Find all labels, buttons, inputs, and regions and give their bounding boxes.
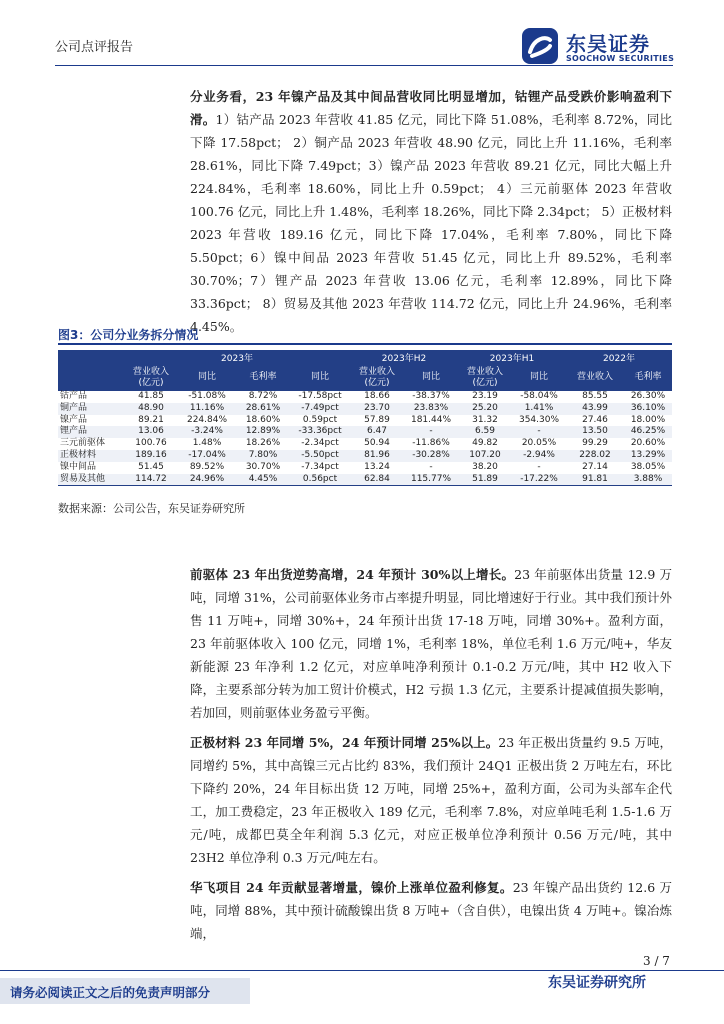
table-cell: 89.52% xyxy=(189,461,225,472)
disclaimer-banner xyxy=(0,978,250,1004)
paragraph-body: 23 年正极出货量约 9.5 万吨，同增约 5%，其中高镍三元占比约 83%，我们预计 24Q1 正极出货 2 万吨左右，环比下降约 20%，24 年目标出货 12 万吨，同增 25%+，盈利方面，公司为头部车企代工，加工费稳定，23 年正极收入 189 亿元，毛利率 7.8%，对应单吨毛利 1.5-1.6 万元/吨，成都巴莫全年利润 5.3 亿元，对应正极单位净利预计 0.56 万元/吨，其中 23H2 单位净利 0.3 万元/吨左右。 xyxy=(190,735,672,865)
table-cell: -33.36pct xyxy=(290,426,350,438)
column-header: 同比 xyxy=(512,364,566,391)
table-cell: 18.26% xyxy=(245,438,281,449)
row-label-cell: 铜产品 xyxy=(58,403,124,415)
table-cell: 1.41% xyxy=(512,403,566,415)
table-cell: 48.90 xyxy=(124,403,178,415)
table-cell: 20.60% xyxy=(630,438,666,449)
table-cell: 0.59pct xyxy=(302,414,338,425)
table-cell: 6.59 xyxy=(458,426,512,438)
table-cell: 8.72% xyxy=(248,391,278,401)
paragraph-body: 23 年前驱体出货量 12.9 万吨，同增 31%，公司前驱体业务市占率提升明显，同比增速好于行业。其中我们预计外售 11 万吨+，同增 30%+，24 年预计出货 17-18 万吨，同增 30%+。盈利方面，23 年前驱体收入 100 亿元，同增 1%，毛利率 18%，单位毛利 1.6 万元/吨+，华友新能源 23 年净利 1.2 亿元，对应单吨净利预计 0.1-0.2 万元/吨，其中 H2 收入下降，主要系部分转为加工贸计价模式，H2 亏损 1.3 亿元，主要系计提减值损失影响，若加回，则前驱体业务盈亏平衡。 xyxy=(190,567,672,720)
table-cell: 224.84% xyxy=(186,414,228,425)
logo-chinese-name: 东吴证券 xyxy=(566,32,650,56)
column-header: 营业收入 (亿元) xyxy=(458,364,512,391)
paragraph-huafei xyxy=(190,876,672,945)
column-header: 营业收入 (亿元) xyxy=(124,364,178,391)
table-cell: 43.99 xyxy=(566,403,624,415)
table-cell: 23.19 xyxy=(472,391,498,401)
paragraph-heading: 前驱体 23 年出货逆势高增，24 年预计 30%以上增长。 xyxy=(190,567,515,582)
table-cell: 1.48% xyxy=(192,438,222,449)
table-cell: 26.30% xyxy=(630,391,666,401)
column-header: 同比 xyxy=(290,364,350,391)
table-cell: 13.29% xyxy=(624,450,672,462)
table-cell: -58.04% xyxy=(520,391,558,401)
table-cell: 30.70% xyxy=(245,461,281,472)
row-label-cell: 镍产品 xyxy=(60,414,88,425)
table-cell: - xyxy=(404,426,458,438)
table-cell: 46.25% xyxy=(624,426,672,438)
table-cell: -7.34pct xyxy=(301,461,339,472)
table-cell: 107.20 xyxy=(458,450,512,462)
table-cell: 11.16% xyxy=(178,403,236,415)
soochow-logo-icon xyxy=(520,26,560,66)
column-header: 同比 xyxy=(404,364,458,391)
column-header: 营业收入 xyxy=(566,364,624,391)
table-cell: 57.89 xyxy=(364,414,390,425)
table-cell: 20.05% xyxy=(521,438,557,449)
group-header: 2023年 xyxy=(124,350,350,364)
paragraph-heading: 正极材料 23 年同增 5%，24 年预计同增 25%以上。 xyxy=(190,735,499,750)
table-cell: - xyxy=(429,461,433,472)
page-number: 3 / 7 xyxy=(643,954,670,968)
table-cell: -2.34pct xyxy=(301,438,339,449)
table-cell: -17.58pct xyxy=(298,391,342,401)
table-row xyxy=(58,391,672,403)
figure-title-rule xyxy=(58,343,672,345)
table-cell: 89.21 xyxy=(138,414,164,425)
row-label-cell: 三元前驱体 xyxy=(60,438,106,449)
table-cell: 38.05% xyxy=(630,461,666,472)
table-cell: - xyxy=(537,461,541,472)
table-cell: 181.44% xyxy=(410,414,452,425)
table-cell: 13.06 xyxy=(124,426,178,438)
table-cell: 81.96 xyxy=(350,450,404,462)
table-cell: 49.82 xyxy=(472,438,498,449)
table-cell: 18.60% xyxy=(245,414,281,425)
table-cell: -7.49pct xyxy=(290,403,350,415)
paragraph-heading: 华飞项目 24 年贡献显著增量，镍价上涨单位盈利修复。 xyxy=(190,880,513,895)
table-row xyxy=(58,474,672,486)
table-cell: 13.50 xyxy=(566,426,624,438)
report-type-label: 公司点评报告 xyxy=(55,40,134,55)
table-row xyxy=(58,415,672,427)
group-header: 2023年H1 xyxy=(458,350,566,364)
table-cell: 6.47 xyxy=(350,426,404,438)
table-row xyxy=(58,438,672,450)
table-cell: 100.76 xyxy=(135,438,167,449)
paragraph-heading: 分业务看，23 年镍产品及其中间品营收同比明显增加，钴锂产品受跌价影响盈利下滑。 xyxy=(190,89,672,127)
table-row xyxy=(58,426,672,438)
row-label-cell: 正极材料 xyxy=(58,450,124,462)
table-cell: -51.08% xyxy=(188,391,226,401)
column-header: 营业收入 (亿元) xyxy=(350,364,404,391)
table-corner-cell xyxy=(58,364,124,391)
table-cell: 354.30% xyxy=(518,414,560,425)
footer-divider xyxy=(0,970,724,971)
table-cell: 31.32 xyxy=(472,414,498,425)
table-cell: -3.24% xyxy=(178,426,236,438)
header-divider xyxy=(55,65,673,66)
research-institute-label: 东吴证券研究所 xyxy=(548,975,646,991)
table-cell: 18.66 xyxy=(364,391,390,401)
table-cell: 0.56pct xyxy=(290,474,350,486)
table-cell: -38.37% xyxy=(412,391,450,401)
table-cell: -2.94% xyxy=(512,450,566,462)
paragraph-body: 23 年镍产品出货约 12.6 万吨，同增 88%，其中预计硫酸镍出货 8 万吨+（含自供），电镍出货 4 万吨+。镍冶炼端， xyxy=(190,880,672,941)
table-cell: 51.89 xyxy=(458,474,512,486)
table-cell: 85.55 xyxy=(582,391,608,401)
table-row xyxy=(58,403,672,415)
group-header: 2022年 xyxy=(566,350,672,364)
table-cell: -17.04% xyxy=(178,450,236,462)
table-cell: 36.10% xyxy=(624,403,672,415)
disclaimer-text: 请务必阅读正文之后的免责声明部分 xyxy=(10,985,211,1000)
table-cell: 12.89% xyxy=(236,426,290,438)
table-cell: 23.83% xyxy=(404,403,458,415)
logo-english-name: SOOCHOW SECURITIES xyxy=(566,54,675,63)
row-label-cell: 镍中间品 xyxy=(60,461,97,472)
table-cell: 24.96% xyxy=(178,474,236,486)
table-cell: 41.85 xyxy=(138,391,164,401)
table-cell: 51.45 xyxy=(138,461,164,472)
table-cell: 27.14 xyxy=(582,461,608,472)
table-cell: 18.00% xyxy=(630,414,666,425)
table-cell: 7.80% xyxy=(236,450,290,462)
column-header: 同比 xyxy=(178,364,236,391)
table-cell: 228.02 xyxy=(566,450,624,462)
figure-source: 数据来源：公司公告，东吴证券研究所 xyxy=(58,502,245,515)
column-header: 毛利率 xyxy=(624,364,672,391)
table-cell: 189.16 xyxy=(124,450,178,462)
paragraph-cathode xyxy=(190,731,672,869)
row-label-cell: 钴产品 xyxy=(60,391,88,401)
table-cell: 4.45% xyxy=(236,474,290,486)
table-cell: 114.72 xyxy=(124,474,178,486)
paragraph-precursor xyxy=(190,563,672,724)
figure-title: 图3：公司分业务拆分情况 xyxy=(58,328,199,342)
table-cell: -5.50pct xyxy=(290,450,350,462)
table-cell: 23.70 xyxy=(350,403,404,415)
table-cell: -17.22% xyxy=(512,474,566,486)
row-label-cell: 贸易及其他 xyxy=(58,474,124,486)
table-cell: 62.84 xyxy=(350,474,404,486)
table-corner-cell xyxy=(58,350,124,364)
table-cell: 115.77% xyxy=(404,474,458,486)
table-cell: -11.86% xyxy=(412,438,450,449)
table-cell: 13.24 xyxy=(364,461,390,472)
table-cell: 3.88% xyxy=(624,474,672,486)
company-logo xyxy=(520,26,680,66)
table-cell: 38.20 xyxy=(472,461,498,472)
table-cell: 27.46 xyxy=(582,414,608,425)
table-cell: 91.81 xyxy=(566,474,624,486)
row-label-cell: 锂产品 xyxy=(58,426,124,438)
table-cell: - xyxy=(512,426,566,438)
table-cell: 99.29 xyxy=(582,438,608,449)
table-cell: 25.20 xyxy=(458,403,512,415)
table-row xyxy=(58,462,672,474)
table-cell: -30.28% xyxy=(404,450,458,462)
table-row xyxy=(58,450,672,462)
segment-breakdown-table xyxy=(58,350,672,486)
group-header: 2023年H2 xyxy=(350,350,458,364)
paragraph-body: 1）钴产品 2023 年营收 41.85 亿元，同比下降 51.08%，毛利率 8.72%，同比下降 17.58pct； 2）铜产品 2023 年营收 48.90 亿元，同比上升 11.16%，毛利率 28.61%，同比下降 7.49pct；3）镍产品 2023 年营收 89.21 亿元，同比大幅上升 224.84%，毛利率 18.60%，同比上升 0.59pct； 4）三元前驱体 2023 年营收 100.76 亿元，同比上升 1.48%，毛利率 18.26%，同比下降 2.34pct； 5）正极材料 2023 年营收 189.16 亿元，同比下降 17.04%，毛利率 7.80%，同比下降 5.50pct；6）镍中间品 2023 年营收 51.45 亿元，同比上升 89.52%，毛利率 30.70%；7）锂产品 2023 年营收 13.06 亿元，毛利率 12.89%，同比下降 33.36pct； 8）贸易及其他 2023 年营收 114.72 亿元，同比上升 24.96%，毛利率 4.45%。 xyxy=(190,112,672,334)
table-cell: 28.61% xyxy=(236,403,290,415)
paragraph-segment-performance xyxy=(190,85,672,338)
table-cell: 50.94 xyxy=(364,438,390,449)
column-header: 毛利率 xyxy=(236,364,290,391)
